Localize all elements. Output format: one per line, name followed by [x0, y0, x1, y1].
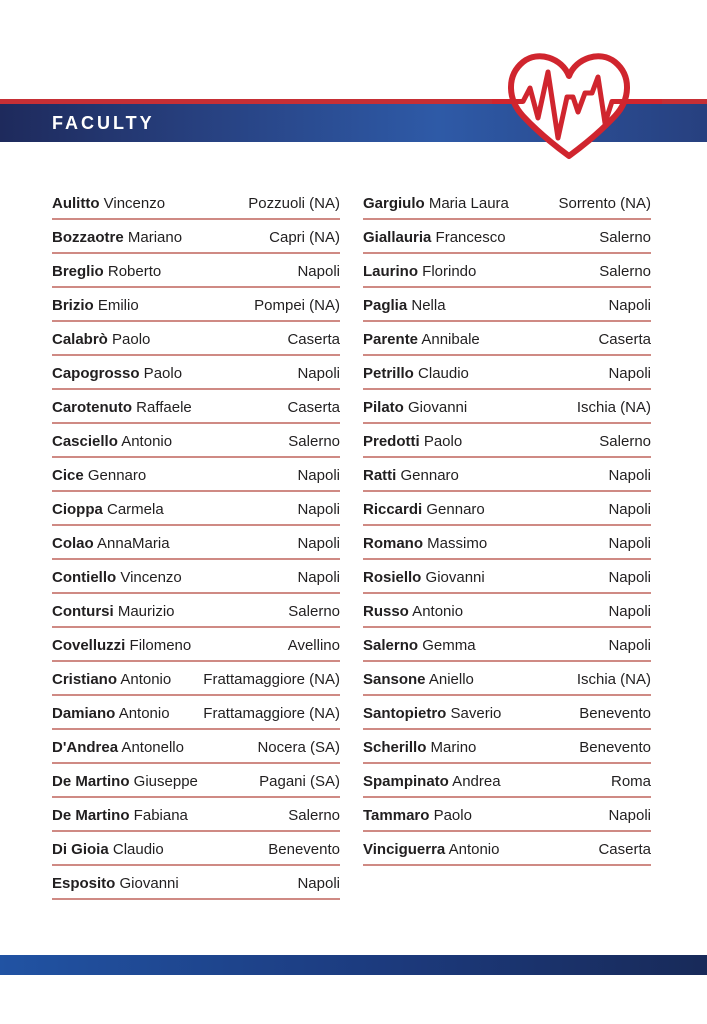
faculty-row	[52, 738, 340, 764]
faculty-row	[363, 398, 651, 424]
faculty-name	[363, 194, 509, 213]
faculty-city: Napoli	[297, 263, 340, 280]
faculty-given-name: Claudio	[108, 841, 164, 858]
faculty-row	[363, 636, 651, 662]
faculty-given-name: Vincenzo	[99, 195, 166, 212]
faculty-row	[363, 738, 651, 764]
faculty-city: Caserta	[598, 841, 651, 858]
faculty-name	[52, 296, 139, 315]
faculty-given-name: Massimo	[423, 535, 488, 552]
faculty-surname: De Martino	[52, 807, 130, 824]
faculty-city: Capri (NA)	[269, 229, 340, 246]
faculty-city: Pagani (SA)	[259, 773, 340, 790]
faculty-row	[52, 262, 340, 288]
faculty-city: Napoli	[608, 569, 651, 586]
faculty-name	[52, 738, 184, 757]
faculty-name	[52, 262, 161, 281]
faculty-row	[52, 500, 340, 526]
faculty-name	[52, 772, 198, 791]
faculty-row	[363, 296, 651, 322]
faculty-column-left	[52, 194, 340, 908]
faculty-given-name: Andrea	[448, 773, 501, 790]
faculty-given-name: Francesco	[431, 229, 506, 246]
faculty-surname: Giallauria	[363, 229, 432, 246]
faculty-city: Salerno	[288, 433, 340, 450]
faculty-row	[52, 874, 340, 900]
faculty-given-name: Gemma	[418, 637, 476, 654]
faculty-surname: Petrillo	[363, 365, 414, 382]
faculty-row	[363, 840, 651, 866]
faculty-row	[52, 670, 340, 696]
faculty-row	[52, 806, 340, 832]
faculty-name	[363, 330, 480, 349]
faculty-city: Napoli	[608, 365, 651, 382]
faculty-row	[363, 670, 651, 696]
faculty-city: Avellino	[287, 637, 340, 654]
faculty-given-name: AnnaMaria	[93, 535, 170, 552]
faculty-given-name: Giuseppe	[129, 773, 198, 790]
faculty-surname: Gargiulo	[363, 195, 425, 212]
faculty-name	[363, 840, 499, 859]
faculty-city: Napoli	[608, 535, 651, 552]
faculty-given-name: Saverio	[446, 705, 502, 722]
faculty-name	[52, 704, 170, 723]
faculty-city: Frattamaggiore (NA)	[203, 671, 340, 688]
faculty-surname: Pilato	[363, 399, 404, 416]
faculty-city: Napoli	[297, 875, 340, 892]
faculty-city: Napoli	[608, 807, 651, 824]
faculty-surname: Aulitto	[52, 195, 100, 212]
faculty-city: Ischia (NA)	[576, 399, 651, 416]
faculty-name	[363, 704, 501, 723]
faculty-given-name: Roberto	[103, 263, 162, 280]
faculty-given-name: Paolo	[139, 365, 183, 382]
faculty-row	[363, 500, 651, 526]
faculty-row	[52, 704, 340, 730]
faculty-name	[363, 398, 467, 417]
faculty-given-name: Antonello	[118, 739, 184, 756]
faculty-given-name: Aniello	[425, 671, 474, 688]
faculty-city: Napoli	[608, 637, 651, 654]
faculty-given-name: Antonio	[408, 603, 464, 620]
faculty-name	[52, 534, 170, 553]
faculty-row	[52, 568, 340, 594]
faculty-city: Napoli	[608, 297, 651, 314]
faculty-name	[363, 432, 462, 451]
faculty-surname: Santopietro	[363, 705, 447, 722]
faculty-surname: Breglio	[52, 263, 104, 280]
faculty-city: Roma	[610, 773, 651, 790]
faculty-given-name: Antonio	[115, 705, 170, 722]
faculty-name	[52, 670, 171, 689]
faculty-given-name: Paolo	[419, 433, 463, 450]
faculty-given-name: Fabiana	[129, 807, 188, 824]
faculty-surname: Carotenuto	[52, 399, 132, 416]
faculty-name	[363, 806, 472, 825]
faculty-given-name: Giovanni	[115, 875, 179, 892]
footer-band	[0, 955, 707, 975]
faculty-city: Salerno	[599, 229, 651, 246]
faculty-given-name: Marino	[426, 739, 477, 756]
faculty-surname: Cice	[52, 467, 84, 484]
faculty-city: Napoli	[297, 535, 340, 552]
faculty-given-name: Maurizio	[113, 603, 175, 620]
faculty-name	[52, 874, 179, 893]
faculty-given-name: Filomeno	[125, 637, 192, 654]
faculty-row	[363, 262, 651, 288]
faculty-city: Benevento	[579, 705, 651, 722]
faculty-city: Pompei (NA)	[254, 297, 340, 314]
faculty-city: Benevento	[579, 739, 651, 756]
faculty-surname: Cristiano	[52, 671, 118, 688]
faculty-row	[363, 704, 651, 730]
faculty-row	[52, 330, 340, 356]
faculty-given-name: Vincenzo	[116, 569, 182, 586]
faculty-surname: Brizio	[52, 297, 94, 314]
faculty-name	[363, 738, 476, 757]
faculty-surname: Contursi	[52, 603, 114, 620]
faculty-row	[363, 330, 651, 356]
faculty-surname: Parente	[363, 331, 419, 348]
faculty-surname: Russo	[363, 603, 409, 620]
faculty-row	[363, 466, 651, 492]
faculty-row	[363, 772, 651, 798]
faculty-surname: Romano	[363, 535, 423, 552]
faculty-name	[363, 636, 476, 655]
faculty-surname: Colao	[52, 535, 94, 552]
faculty-row	[363, 602, 651, 628]
faculty-row	[52, 296, 340, 322]
faculty-name	[363, 772, 501, 791]
faculty-given-name: Giovanni	[421, 569, 485, 586]
faculty-list	[52, 194, 651, 908]
faculty-city: Napoli	[297, 501, 340, 518]
faculty-city: Caserta	[287, 331, 340, 348]
faculty-name	[363, 568, 485, 587]
faculty-given-name: Carmela	[102, 501, 164, 518]
faculty-name	[363, 466, 459, 485]
faculty-city: Pozzuoli (NA)	[248, 195, 340, 212]
faculty-name	[52, 636, 191, 655]
faculty-given-name: Gennaro	[83, 467, 147, 484]
faculty-row	[363, 568, 651, 594]
faculty-name	[363, 262, 476, 281]
faculty-row	[52, 466, 340, 492]
faculty-row	[52, 534, 340, 560]
faculty-name	[363, 364, 469, 383]
faculty-given-name: Gennaro	[396, 467, 459, 484]
faculty-row	[52, 364, 340, 390]
faculty-name	[52, 330, 150, 349]
faculty-surname: Esposito	[52, 875, 116, 892]
faculty-city: Napoli	[297, 365, 340, 382]
faculty-row	[52, 602, 340, 628]
faculty-surname: Casciello	[52, 433, 118, 450]
faculty-name	[363, 534, 487, 553]
faculty-row	[52, 194, 340, 220]
faculty-row	[52, 772, 340, 798]
faculty-row	[363, 364, 651, 390]
faculty-surname: De Martino	[52, 773, 130, 790]
faculty-name	[52, 806, 188, 825]
faculty-row	[363, 194, 651, 220]
heart-ekg-icon	[492, 42, 662, 167]
faculty-row	[363, 228, 651, 254]
faculty-given-name: Paolo	[107, 331, 151, 348]
faculty-city: Ischia (NA)	[576, 671, 651, 688]
faculty-surname: Predotti	[363, 433, 420, 450]
faculty-city: Napoli	[608, 467, 651, 484]
faculty-given-name: Florindo	[418, 263, 477, 280]
faculty-surname: Paglia	[363, 297, 408, 314]
faculty-surname: Vinciguerra	[363, 841, 446, 858]
faculty-surname: Di Gioia	[52, 841, 109, 858]
faculty-name	[52, 466, 146, 485]
faculty-surname: Scherillo	[363, 739, 427, 756]
faculty-surname: Salerno	[363, 637, 419, 654]
faculty-given-name: Giovanni	[403, 399, 468, 416]
faculty-surname: Calabrò	[52, 331, 108, 348]
faculty-name	[363, 670, 474, 689]
faculty-surname: Tammaro	[363, 807, 430, 824]
faculty-given-name: Gennaro	[422, 501, 485, 518]
faculty-row	[52, 636, 340, 662]
faculty-given-name: Annibale	[418, 331, 480, 348]
faculty-name	[363, 602, 463, 621]
faculty-name	[363, 500, 485, 519]
faculty-given-name: Emilio	[93, 297, 139, 314]
faculty-surname: Covelluzzi	[52, 637, 126, 654]
faculty-name	[52, 500, 164, 519]
faculty-city: Napoli	[608, 501, 651, 518]
faculty-surname: Laurino	[363, 263, 418, 280]
faculty-given-name: Nella	[407, 297, 446, 314]
faculty-row	[363, 534, 651, 560]
faculty-name	[52, 194, 165, 213]
faculty-city: Sorrento (NA)	[558, 195, 651, 212]
faculty-name	[52, 398, 192, 417]
faculty-name	[52, 432, 172, 451]
faculty-name	[52, 228, 182, 247]
faculty-surname: Rosiello	[363, 569, 422, 586]
faculty-surname: Ratti	[363, 467, 397, 484]
faculty-surname: Cioppa	[52, 501, 103, 518]
faculty-row	[363, 806, 651, 832]
faculty-city: Napoli	[608, 603, 651, 620]
faculty-row	[52, 398, 340, 424]
faculty-city: Napoli	[297, 467, 340, 484]
faculty-city: Napoli	[297, 569, 340, 586]
faculty-name	[363, 296, 446, 315]
faculty-surname: Contiello	[52, 569, 117, 586]
faculty-city: Caserta	[287, 399, 340, 416]
faculty-name	[52, 364, 182, 383]
faculty-row	[363, 432, 651, 458]
faculty-surname: Capogrosso	[52, 365, 140, 382]
faculty-row	[52, 228, 340, 254]
faculty-given-name: Claudio	[413, 365, 469, 382]
faculty-city: Benevento	[268, 841, 340, 858]
faculty-surname: Sansone	[363, 671, 426, 688]
faculty-given-name: Antonio	[117, 671, 172, 688]
faculty-given-name: Paolo	[429, 807, 472, 824]
faculty-surname: Bozzaotre	[52, 229, 124, 246]
faculty-city: Frattamaggiore (NA)	[203, 705, 340, 722]
faculty-surname: Riccardi	[363, 501, 423, 518]
faculty-given-name: Antonio	[117, 433, 173, 450]
faculty-city: Nocera (SA)	[257, 739, 340, 756]
faculty-column-right	[363, 194, 651, 908]
faculty-row	[52, 432, 340, 458]
faculty-name	[363, 228, 506, 247]
faculty-surname: D'Andrea	[52, 739, 119, 756]
faculty-given-name: Maria Laura	[424, 195, 509, 212]
faculty-city: Salerno	[599, 263, 651, 280]
faculty-city: Salerno	[288, 807, 340, 824]
faculty-name	[52, 568, 182, 587]
faculty-given-name: Antonio	[445, 841, 500, 858]
faculty-surname: Damiano	[52, 705, 116, 722]
faculty-surname: Spampinato	[363, 773, 449, 790]
faculty-city: Salerno	[599, 433, 651, 450]
faculty-row	[52, 840, 340, 866]
faculty-city: Caserta	[598, 331, 651, 348]
faculty-name	[52, 840, 164, 859]
faculty-name	[52, 602, 175, 621]
faculty-given-name: Mariano	[123, 229, 183, 246]
faculty-given-name: Raffaele	[132, 399, 192, 416]
faculty-city: Salerno	[288, 603, 340, 620]
page-title: FACULTY	[52, 113, 155, 133]
